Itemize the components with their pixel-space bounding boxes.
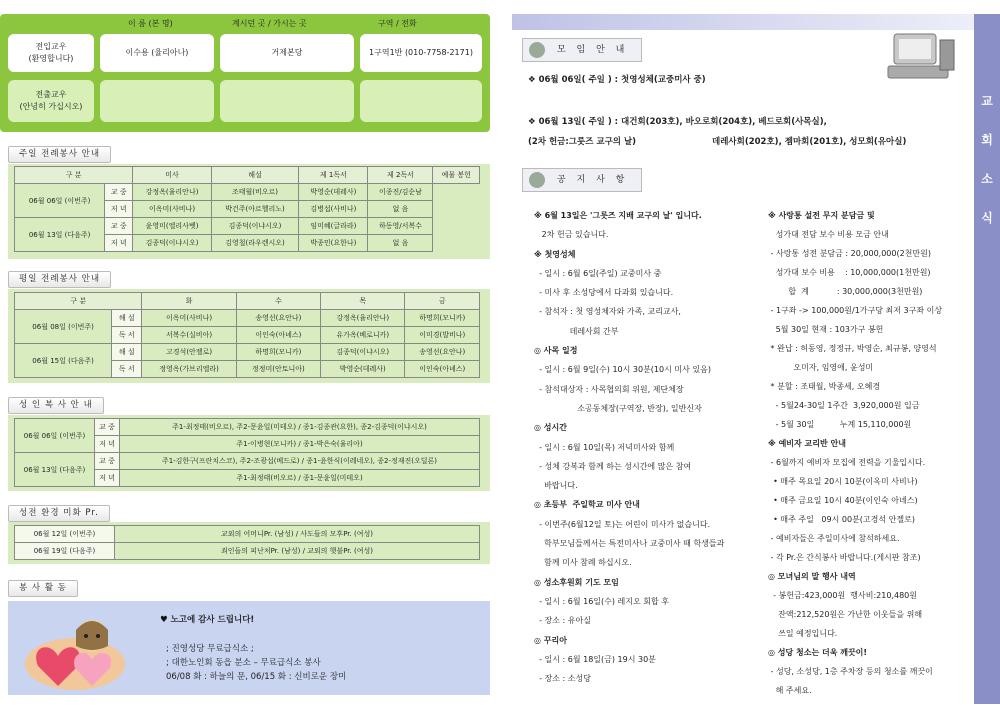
- meeting-title: 모 임 안 내: [557, 45, 629, 55]
- header-address: 계시던 곳 / 가시는 곳: [232, 19, 307, 28]
- service-line-2: ; 대한노인회 동읍 분소 – 무료급식소 봉사: [166, 658, 321, 668]
- table-row: [15, 526, 480, 543]
- notice-line: 성가대 보수 비용 : 10,000,000(1천만원): [768, 268, 931, 277]
- right-header-band: [512, 14, 974, 30]
- name-cell: 주1-이병현(모니카) / 종1-박은숙(율리아): [120, 436, 480, 453]
- table-row: [15, 184, 480, 201]
- sunday-title: 주일 전례봉사 안내: [8, 146, 111, 163]
- meeting-line-1: ❖ 06월 06일( 주일 ) : 첫영성체(교중미사 중): [528, 75, 706, 85]
- notice-line: 잔액:212,520원은 가난한 이웃들을 위해: [768, 610, 923, 619]
- notice-line: - 장소 : 소성당: [534, 674, 591, 684]
- notice-line: 성가대 전담 보수 비용 모금 안내: [768, 230, 889, 239]
- notice-line: 쓰일 예정입니다.: [768, 629, 838, 638]
- table-row: [15, 453, 480, 470]
- meeting-line-2: ❖ 06월 13일( 주일 ) : 대건회(203호), 바오로회(204호), 베드로회(사목실),: [528, 117, 827, 127]
- name-cell: 서복수(실비아): [142, 327, 236, 344]
- name-cell: 김종덕(이냐시오): [211, 218, 299, 235]
- side-char: 교: [981, 94, 993, 108]
- table-header: 미사: [133, 167, 211, 184]
- side-char: 소: [981, 172, 993, 186]
- date-cell: 06월 06일 (이번주): [15, 419, 95, 453]
- service-line-3: 06/08 화 : 하늘의 문, 06/15 화 : 신비로운 장미: [166, 672, 347, 682]
- notice-line: - 참석대상자 : 사목협의회 위원, 제단체장: [534, 384, 684, 394]
- notice-line: - 1구좌 -> 100,000원/1가구당 최저 3구좌 이상: [768, 306, 943, 315]
- weekday-table: [14, 292, 480, 378]
- notice-line: * 분할 : 조태월, 박종세, 오혜경: [768, 382, 881, 391]
- date-cell: 06월 13일 (다음주): [15, 218, 105, 252]
- notice-line: - 봉헌금:423,000원 행사비:210,480원: [768, 591, 917, 600]
- table-header: 금: [405, 293, 480, 310]
- notice-line: ※ 예비자 교리반 안내: [768, 439, 846, 448]
- name-cell: 김종덕(이냐시오): [321, 344, 405, 361]
- mass-cell: 교 중: [95, 419, 120, 436]
- table-header: 해설: [211, 167, 299, 184]
- mass-cell: 저 녁: [95, 436, 120, 453]
- name-cell: 이인숙(아녜스): [405, 361, 480, 378]
- notice-line: - 5월 30일 누계 15,110,000원: [768, 420, 912, 429]
- side-char: 식: [981, 211, 993, 225]
- name-cell: 박종민(요한나): [299, 235, 368, 252]
- notice-line: • 매주 목요일 20시 10분(이옥미 사비나): [768, 477, 918, 486]
- pr-cell: 죄인들의 피난처Pr. (남성) / 교외의 햇불Pr. (여성): [115, 543, 480, 560]
- notice-line: ◎ 성당 청소는 더욱 깨끗이!: [768, 648, 868, 657]
- notice-line: 해 주세요.: [768, 686, 812, 695]
- notice-line: - 일시 : 6월 9일(수) 10시 30분(10시 미사 있음): [534, 365, 711, 375]
- out-name-box: [100, 80, 214, 122]
- name-cell: 박영순(데레사): [321, 361, 405, 378]
- service-thanks-row: ♥ 노고에 감사 드립니다!: [160, 615, 255, 625]
- name-cell: 이옥미(사비나): [133, 201, 211, 218]
- notice-line: - 사랑통 성전 분담금 : 20,000,000(2천만원): [768, 249, 931, 258]
- table-row: [15, 543, 480, 560]
- service-thanks: 노고에 감사 드립니다!: [170, 615, 255, 625]
- service-line-1: ; 진영성당 무료급식소 ;: [166, 644, 254, 654]
- pr-cell: 교외의 어머니Pr. (남성) / 사도들의 모후Pr. (여성): [115, 526, 480, 543]
- date-cell: 06월 15일 (다음주): [15, 344, 112, 378]
- side-char: 회: [981, 133, 993, 147]
- mass-cell: 해 설: [112, 310, 142, 327]
- mass-cell: 교 중: [105, 184, 133, 201]
- notice-line: ◎ 성소후원회 기도 모임: [534, 577, 619, 587]
- service-title: 봉 사 활 동: [8, 580, 78, 597]
- notice-title: 공 지 사 항: [557, 175, 629, 185]
- notice-line: - 5월24-30일 1주간 3,920,000원 입금: [768, 401, 920, 410]
- notice-line: - 장소 : 유아실: [534, 616, 591, 626]
- notice-line: - 일시 : 6월 10일(목) 저녁미사와 함께: [534, 442, 675, 452]
- name-cell: 임미혜(글라라): [299, 218, 368, 235]
- notice-line: - 일시 : 6월 6일(주일) 교중미사 중: [534, 268, 662, 278]
- right-page: [512, 0, 1000, 705]
- name-cell: 정정미(안토니아): [236, 361, 320, 378]
- mass-cell: 교 중: [105, 218, 133, 235]
- notice-line: - 예비자들은 주일미사에 참석하세요.: [768, 534, 900, 543]
- table-header: 제 1독서: [299, 167, 368, 184]
- mass-cell: 독 서: [112, 327, 142, 344]
- table-header: 구 분: [15, 293, 142, 310]
- mass-cell: 저 녁: [105, 201, 133, 218]
- out-place-box: [220, 80, 354, 122]
- notice-line: - 성체 강복과 함께 하는 성시간에 많은 참여: [534, 461, 692, 471]
- notice-icon: [529, 172, 545, 188]
- name-cell: 송영선(요안나): [236, 310, 320, 327]
- env-title: 성전 환경 미화 Pr.: [8, 505, 110, 522]
- sunday-table: [14, 166, 480, 252]
- notice-column-2: [768, 206, 968, 700]
- notice-line: ※ 6월 13일은 '그릇즈 지배 교구의 날' 입니다.: [534, 211, 702, 220]
- table-row: [15, 218, 480, 235]
- meeting-chip: [522, 38, 642, 62]
- notice-line: - 성당, 소성당, 1층 주차장 등의 청소를 깨끗이: [768, 667, 933, 676]
- computer-icon: [884, 30, 960, 84]
- name-cell: 하명희(모니카): [405, 310, 480, 327]
- notice-line: ※ 첫영성체: [534, 249, 576, 259]
- notice-line: * 완납 : 허동영, 정정규, 박영순, 최규봉, 양영석: [768, 344, 937, 353]
- notice-line: ◎ 성시간: [534, 423, 567, 433]
- table-header: 예물 봉헌: [433, 167, 480, 184]
- table-header: 수: [236, 293, 320, 310]
- meeting-line-3a: (2차 헌금:그릇즈 교구의 날): [528, 137, 637, 147]
- date-cell: 06월 06일 (이번주): [15, 184, 105, 218]
- name-cell: 정영옥(가브리엘라): [142, 361, 236, 378]
- date-cell: 06월 12일 (이번주): [15, 526, 115, 543]
- name-cell: 이옥미(사비나): [142, 310, 236, 327]
- name-cell: 주1-최정태(비오르), 주2-문윤일(미테오) / 종1-김종관(요한), 종2-김종덕(이냐시오): [120, 419, 480, 436]
- altar-title: 성 인 복 사 안 내: [8, 397, 104, 414]
- altar-table: [14, 418, 480, 487]
- mass-cell: 교 중: [95, 453, 120, 470]
- table-header: 화: [142, 293, 236, 310]
- header-name: 이 름 (본 명): [128, 19, 173, 28]
- notice-line: 오미자, 임영애, 윤성미: [768, 363, 874, 372]
- name-cell: 유가옥(베로니카): [321, 327, 405, 344]
- name-cell: 이종진/김순남: [368, 184, 433, 201]
- notice-chip: [522, 168, 642, 192]
- table-header: 목: [321, 293, 405, 310]
- notice-line: ◎ 사목 일정: [534, 346, 578, 356]
- notice-line: 5월 30일 현재 : 103가구 봉헌: [768, 325, 884, 334]
- notice-line: - 일시 : 6월 18일(금) 19시 30분: [534, 654, 656, 664]
- name-cell: 강정옥(율리안나): [321, 310, 405, 327]
- notice-line: ◎ 꾸리아: [534, 635, 567, 645]
- name-cell: 고경석(안젤로): [142, 344, 236, 361]
- mass-cell: 저 녁: [95, 470, 120, 487]
- notice-line: ※ 사랑통 설전 무지 분담금 및: [768, 211, 875, 220]
- left-page: [0, 0, 490, 705]
- table-row: [15, 419, 480, 436]
- meeting-icon: [529, 42, 545, 58]
- name-cell: 윤영미(엘리사벳): [133, 218, 211, 235]
- notice-line: 합 계 : 30,000,000(3천만원): [768, 287, 923, 296]
- notice-line: - 이번주(6월12일 토)는 어린이 미사가 없습니다.: [534, 519, 711, 529]
- date-cell: 06월 19일 (다음주): [15, 543, 115, 560]
- header-zone: 구역 / 전화: [378, 19, 417, 28]
- name-cell: 김영철(라우렌시오): [211, 235, 299, 252]
- name-cell: 이미경(발비나): [405, 327, 480, 344]
- side-title: [978, 82, 996, 238]
- notice-line: - 참석자 : 첫 영성체자와 가족, 교리교사,: [534, 307, 681, 317]
- notice-line: 소공동체장(구역장, 반장), 일반신자: [534, 403, 702, 413]
- name-cell: 박영순(데레사): [299, 184, 368, 201]
- table-row: [15, 310, 480, 327]
- notice-line: 함께 미사 참례 하십시오.: [534, 558, 632, 568]
- in-place: 거제본당: [220, 34, 354, 72]
- name-cell: 강정옥(율리안나): [133, 184, 211, 201]
- table-header: 구 분: [15, 167, 133, 184]
- env-table: [14, 525, 480, 560]
- in-label: 전입교우 (환영합니다): [8, 34, 94, 72]
- notice-column-1: [534, 206, 770, 688]
- meeting-line-3b: 데레사회(202호), 젬마회(201호), 성모회(유아실): [712, 137, 907, 147]
- notice-line: - 6월까지 예비자 모집에 전력을 기울입시다.: [768, 458, 926, 467]
- name-cell: 하동영/서복수: [368, 218, 433, 235]
- name-cell: 하명희(모니카): [236, 344, 320, 361]
- notice-line: 2차 헌금 있습니다.: [534, 230, 609, 240]
- out-label: 전출교우 (안녕히 가십시오): [8, 80, 94, 122]
- name-cell: 김종덕(이냐시오): [133, 235, 211, 252]
- in-name: 이수용 (율리아나): [100, 34, 214, 72]
- notice-line: 데레사회 간부: [534, 326, 619, 336]
- notice-line: • 매주 금요일 10시 40분(이인숙 아녜스): [768, 496, 918, 505]
- notice-line: • 매주 주일 09시 00분(고경석 안젤로): [768, 515, 915, 524]
- name-cell: 박건주(아르헬리노): [211, 201, 299, 218]
- in-zone: 1구역1반 (010-7758-2171): [360, 34, 482, 72]
- mass-cell: 저 녁: [105, 235, 133, 252]
- name-cell: 없 음: [368, 235, 433, 252]
- name-cell: 조태월(비오르): [211, 184, 299, 201]
- notice-line: ◎ 모녀님의 말 행사 내역: [768, 572, 856, 581]
- name-cell: 송영선(요안나): [405, 344, 480, 361]
- notice-line: 바랍니다.: [534, 481, 578, 491]
- name-cell: 주1-최정태(비오르) / 종1-문윤일(미테오): [120, 470, 480, 487]
- notice-line: - 일시 : 6월 16일(수) 레지오 회합 후: [534, 596, 669, 606]
- name-cell: 주1-김한구(프란치스코), 주2-조광섭(베드로) / 종1-윤한식(이레네오), 종2-정재진(오딜론): [120, 453, 480, 470]
- name-cell: 김병섭(사비나): [299, 201, 368, 218]
- name-cell: 없 음: [368, 201, 433, 218]
- date-cell: 06월 13일 (다음주): [15, 453, 95, 487]
- mass-cell: 해 설: [112, 344, 142, 361]
- notice-line: - 각 Pr.은 간식봉사 바랍니다.(게시판 참조): [768, 553, 921, 562]
- mass-cell: 독 서: [112, 361, 142, 378]
- name-cell: 이인숙(아녜스): [236, 327, 320, 344]
- service-illustration: [20, 606, 130, 692]
- weekday-title: 평일 전례봉사 안내: [8, 271, 111, 288]
- out-zone-box: [360, 80, 482, 122]
- date-cell: 06월 08일 (이번주): [15, 310, 112, 344]
- notice-line: ◎ 초등부 주일학교 미사 안내: [534, 500, 640, 510]
- notice-line: 학부모님들께서는 특전미사나 교중미사 때 학생들과: [534, 539, 725, 549]
- notice-line: - 미사 후 소성당에서 다과회 있습니다.: [534, 288, 674, 298]
- table-header: 제 2독서: [368, 167, 433, 184]
- table-row: [15, 344, 480, 361]
